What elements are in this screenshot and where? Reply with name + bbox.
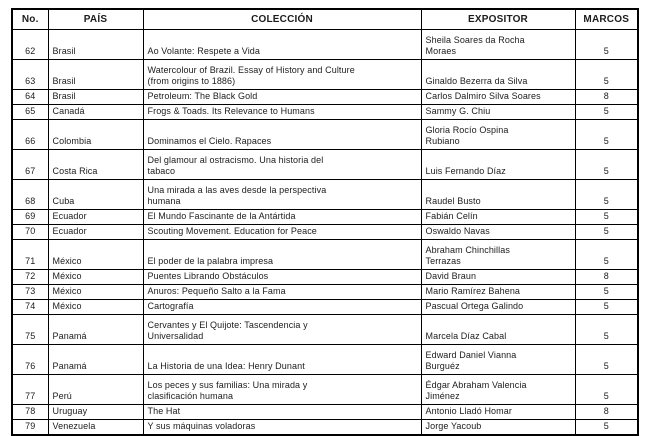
country-cell: Ecuador <box>48 225 143 240</box>
table-row <box>12 180 638 210</box>
table-row <box>12 270 638 285</box>
exhibitor-cell: Fabián Celín <box>421 210 575 225</box>
collection-cell: Watercolour of Brazil. Essay of History and Culture (from origins to 1886) <box>143 60 421 90</box>
country-cell: Brasil <box>48 90 143 105</box>
table-row <box>12 60 638 90</box>
exhibitor-cell: Marcela Díaz Cabal <box>421 315 575 345</box>
frames-count-cell: 5 <box>575 30 638 60</box>
country-cell: Panamá <box>48 315 143 345</box>
exhibitor-cell: Pascual Ortega Galindo <box>421 300 575 315</box>
table-row <box>12 105 638 120</box>
country-cell: Colombia <box>48 120 143 150</box>
table-row <box>12 150 638 180</box>
table-row <box>12 345 638 375</box>
table-row <box>12 90 638 105</box>
frames-count-cell: 5 <box>575 225 638 240</box>
country-cell: Perú <box>48 375 143 405</box>
frames-count-cell: 5 <box>575 375 638 405</box>
exhibitor-cell: Sheila Soares da Rocha Moraes <box>421 30 575 60</box>
collection-cell: The Hat <box>143 405 421 420</box>
row-number-cell: 78 <box>12 405 48 420</box>
table-row <box>12 315 638 345</box>
table-row <box>12 405 638 420</box>
collection-cell: Scouting Movement. Education for Peace <box>143 225 421 240</box>
exhibitor-cell: Mario Ramírez Bahena <box>421 285 575 300</box>
frames-count-cell: 5 <box>575 315 638 345</box>
exhibitor-cell: Luis Fernando Díaz <box>421 150 575 180</box>
col-header-no: No. <box>12 9 48 30</box>
collection-cell: Una mirada a las aves desde la perspectiva humana <box>143 180 421 210</box>
collection-cell: Frogs & Toads. Its Relevance to Humans <box>143 105 421 120</box>
frames-count-cell: 5 <box>575 285 638 300</box>
row-number-cell: 75 <box>12 315 48 345</box>
row-number-cell: 69 <box>12 210 48 225</box>
table-row <box>12 210 638 225</box>
collection-cell: Anuros: Pequeño Salto a la Fama <box>143 285 421 300</box>
table-body <box>12 30 638 436</box>
exhibitors-table <box>11 8 639 436</box>
frames-count-cell: 8 <box>575 270 638 285</box>
table-row <box>12 285 638 300</box>
country-cell: Panamá <box>48 345 143 375</box>
collection-cell: Puentes Librando Obstáculos <box>143 270 421 285</box>
collection-cell: El poder de la palabra impresa <box>143 240 421 270</box>
table-row <box>12 240 638 270</box>
row-number-cell: 66 <box>12 120 48 150</box>
exhibitor-cell: Édgar Abraham Valencia Jiménez <box>421 375 575 405</box>
country-cell: México <box>48 300 143 315</box>
col-header-marcos: MARCOS <box>575 9 638 30</box>
country-cell: Ecuador <box>48 210 143 225</box>
exhibitor-cell: Ginaldo Bezerra da Silva <box>421 60 575 90</box>
exhibitor-cell: Abraham Chinchillas Terrazas <box>421 240 575 270</box>
col-header-coleccion: COLECCIÓN <box>143 9 421 30</box>
row-number-cell: 73 <box>12 285 48 300</box>
collection-cell: Cartografía <box>143 300 421 315</box>
country-cell: México <box>48 270 143 285</box>
header-row <box>12 9 638 30</box>
row-number-cell: 77 <box>12 375 48 405</box>
country-cell: Venezuela <box>48 420 143 436</box>
row-number-cell: 72 <box>12 270 48 285</box>
exhibitor-cell: Sammy G. Chiu <box>421 105 575 120</box>
row-number-cell: 70 <box>12 225 48 240</box>
exhibitor-cell: Jorge Yacoub <box>421 420 575 436</box>
collection-cell: Ao Volante: Respete a Vida <box>143 30 421 60</box>
frames-count-cell: 5 <box>575 240 638 270</box>
exhibitor-cell: David Braun <box>421 270 575 285</box>
frames-count-cell: 5 <box>575 420 638 436</box>
table-row <box>12 375 638 405</box>
table-header <box>12 9 638 30</box>
frames-count-cell: 5 <box>575 180 638 210</box>
country-cell: Canadá <box>48 105 143 120</box>
table-row <box>12 420 638 436</box>
exhibitor-cell: Oswaldo Navas <box>421 225 575 240</box>
collection-cell: Cervantes y El Quijote: Tascendencia y Universalidad <box>143 315 421 345</box>
exhibitor-cell: Gloria Rocío Ospina Rubiano <box>421 120 575 150</box>
row-number-cell: 79 <box>12 420 48 436</box>
country-cell: Brasil <box>48 30 143 60</box>
row-number-cell: 65 <box>12 105 48 120</box>
country-cell: México <box>48 240 143 270</box>
row-number-cell: 68 <box>12 180 48 210</box>
collection-cell: Petroleum: The Black Gold <box>143 90 421 105</box>
frames-count-cell: 5 <box>575 60 638 90</box>
row-number-cell: 76 <box>12 345 48 375</box>
country-cell: Cuba <box>48 180 143 210</box>
table-row <box>12 225 638 240</box>
table-row <box>12 120 638 150</box>
exhibitor-cell: Edward Daniel Vianna Burguéz <box>421 345 575 375</box>
frames-count-cell: 5 <box>575 300 638 315</box>
row-number-cell: 74 <box>12 300 48 315</box>
table-row <box>12 300 638 315</box>
frames-count-cell: 8 <box>575 90 638 105</box>
country-cell: Uruguay <box>48 405 143 420</box>
exhibitor-cell: Antonio Lladó Homar <box>421 405 575 420</box>
row-number-cell: 62 <box>12 30 48 60</box>
frames-count-cell: 5 <box>575 120 638 150</box>
col-header-expositor: EXPOSITOR <box>421 9 575 30</box>
frames-count-cell: 5 <box>575 105 638 120</box>
frames-count-cell: 5 <box>575 210 638 225</box>
frames-count-cell: 8 <box>575 405 638 420</box>
country-cell: México <box>48 285 143 300</box>
collection-cell: Dominamos el Cielo. Rapaces <box>143 120 421 150</box>
collection-cell: Del glamour al ostracismo. Una historia del tabaco <box>143 150 421 180</box>
collection-cell: El Mundo Fascinante de la Antártida <box>143 210 421 225</box>
row-number-cell: 64 <box>12 90 48 105</box>
table-row <box>12 30 638 60</box>
row-number-cell: 67 <box>12 150 48 180</box>
frames-count-cell: 5 <box>575 345 638 375</box>
row-number-cell: 63 <box>12 60 48 90</box>
row-number-cell: 71 <box>12 240 48 270</box>
exhibitor-cell: Raudel Busto <box>421 180 575 210</box>
country-cell: Brasil <box>48 60 143 90</box>
exhibitor-cell: Carlos Dalmiro Silva Soares <box>421 90 575 105</box>
collection-cell: La Historia de una Idea: Henry Dunant <box>143 345 421 375</box>
frames-count-cell: 5 <box>575 150 638 180</box>
col-header-pais: PAÍS <box>48 9 143 30</box>
collection-cell: Y sus máquinas voladoras <box>143 420 421 436</box>
collection-cell: Los peces y sus familias: Una mirada y clasificación humana <box>143 375 421 405</box>
country-cell: Costa Rica <box>48 150 143 180</box>
